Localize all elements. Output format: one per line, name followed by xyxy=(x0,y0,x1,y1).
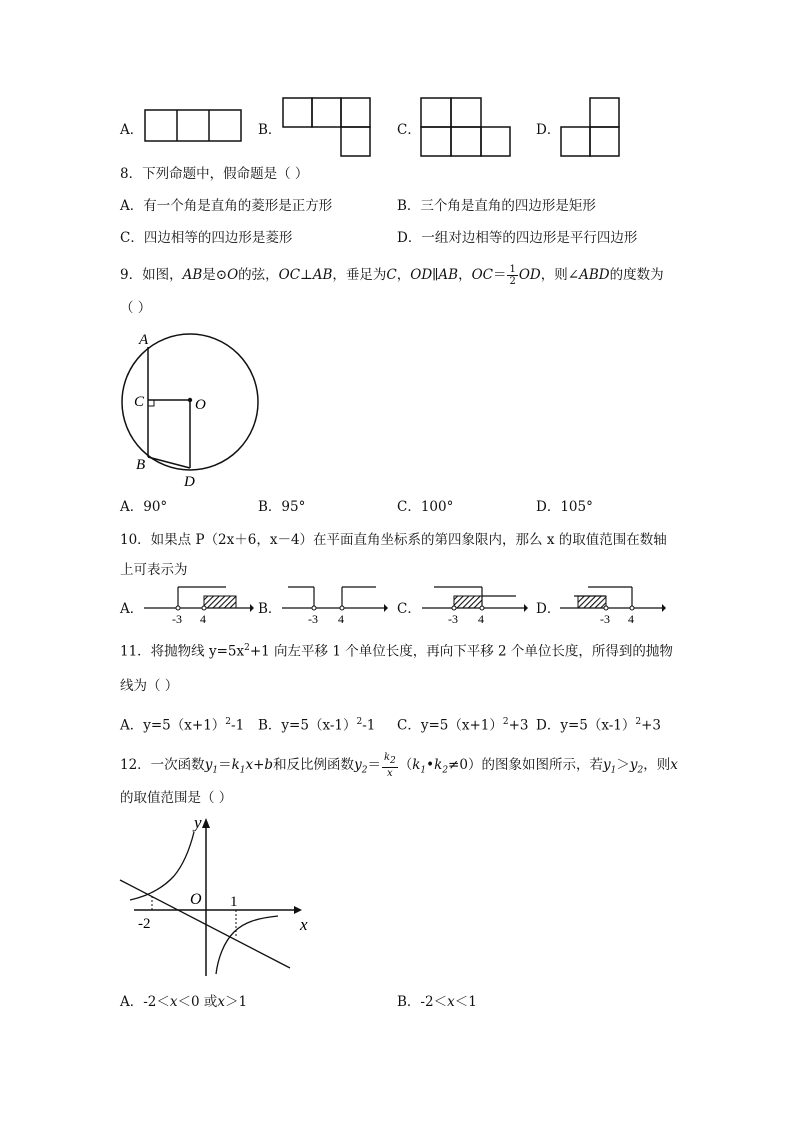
q12-label-1: 1 xyxy=(230,894,238,910)
q12-b-pre: B．-2＜ xyxy=(397,994,448,1010)
q10-numberline-d xyxy=(558,582,670,626)
q9-t4: ， xyxy=(396,267,411,283)
q8-stem: 8．下列命题中，假命题是（ ） xyxy=(120,166,309,182)
q11-c-end: +3 xyxy=(508,717,529,734)
q9-o: O xyxy=(227,267,239,283)
q9-option-d: D．105° xyxy=(536,499,593,515)
q12-frac-num xyxy=(382,752,398,768)
q11-b-end: -1 xyxy=(362,717,376,734)
q10-option-c-label: C． xyxy=(397,601,421,617)
q8-option-a: A．有一个角是直角的菱形是正方形 xyxy=(120,198,333,214)
q10-a-hatch xyxy=(204,596,236,608)
q7-d-sq1 xyxy=(590,98,619,127)
q12-eq2: ＝ xyxy=(367,757,381,773)
q9-oc: OC xyxy=(471,267,493,283)
q7-c-sq4 xyxy=(451,127,481,156)
q12-kk: k xyxy=(412,757,421,773)
q12-label-neg2: -2 xyxy=(138,916,151,932)
q12-xb: x+b xyxy=(245,757,274,773)
q10-c-tick-4: 4 xyxy=(478,612,484,626)
q9-label-d: D xyxy=(184,474,195,490)
q8-option-d: D．一组对边相等的四边形是平行四边形 xyxy=(397,230,638,246)
q12-fraction xyxy=(382,752,398,779)
q9-right-angle-mark xyxy=(148,400,154,406)
q10-stem-line2: 上可表示为 xyxy=(120,562,188,578)
q10-c-arrow xyxy=(524,604,528,612)
q7-figure-c xyxy=(420,97,512,158)
q10-numberline-b xyxy=(280,582,392,626)
q12-y2b: y xyxy=(629,757,638,773)
q11-stem xyxy=(120,638,673,662)
q12-paren-open: （ xyxy=(398,757,413,773)
q11-b-text: B．y=5（x-1） xyxy=(258,717,357,734)
q12-a-x1: x xyxy=(169,994,178,1010)
q12-a-mid: ＜0 或 xyxy=(177,994,218,1010)
q12-label-y: y xyxy=(194,813,202,832)
q9-label-a: A xyxy=(139,332,149,348)
q10-option-b-label: B． xyxy=(258,601,282,617)
q8-option-c: C．四边相等的四边形是菱形 xyxy=(120,230,293,246)
q12-stem-prefix: 12．一次函数 xyxy=(120,757,205,773)
q10-option-a-label: A． xyxy=(120,601,144,617)
q12-dot: • xyxy=(426,757,435,773)
q9-abd: ABD xyxy=(579,267,610,283)
q9-stem xyxy=(120,264,664,287)
q12-kk-sub1: 1 xyxy=(420,765,427,776)
q12-option-a xyxy=(120,992,247,1012)
q10-numberline-a xyxy=(142,582,254,626)
q10-d-arrow xyxy=(662,604,666,612)
q9-label-b: B xyxy=(136,457,146,473)
q9-ab: AB xyxy=(182,267,203,283)
q10-c-tick-neg3: -3 xyxy=(448,612,458,626)
q9-t5: ， xyxy=(458,267,472,283)
q7-figure-d xyxy=(560,97,622,158)
q11-stem-b: +1 向左平移 1 个单位长度，再向下平移 2 个单位长度，所得到的抛物 xyxy=(249,643,673,660)
q9-od-ab: OD∥AB xyxy=(410,267,459,283)
q11-d-end: +3 xyxy=(641,717,662,734)
q12-label-o: O xyxy=(190,891,202,908)
q9-option-a: A．90° xyxy=(120,499,168,515)
q9-paren: （ ） xyxy=(120,300,152,316)
q7-option-b-label: B． xyxy=(258,122,282,138)
q11-c-sup: 2 xyxy=(502,717,509,727)
q7-option-d-label: D． xyxy=(536,122,561,138)
q11-stem-sup: 2 xyxy=(244,643,250,653)
q7-figure-a xyxy=(144,109,244,143)
q9-t7: ，则∠ xyxy=(540,267,580,283)
q12-then: ，则 xyxy=(643,757,671,773)
q10-numberline-c xyxy=(420,582,532,626)
q11-d-sup: 2 xyxy=(635,717,642,727)
q7-b-sq2 xyxy=(312,98,341,127)
q9-circle-figure xyxy=(118,326,268,490)
q11-a-end: -1 xyxy=(231,717,245,734)
q7-a-outline xyxy=(145,110,241,141)
q9-c: C xyxy=(386,267,397,283)
q10-a-arrow xyxy=(250,604,254,612)
q9-label-o: O xyxy=(195,397,206,413)
q7-option-a-label: A． xyxy=(120,122,144,138)
q11-d-text: D．y=5（x-1） xyxy=(536,717,636,734)
q12-a-pre: A．-2＜ xyxy=(120,994,170,1010)
q9-t3: ，垂足为 xyxy=(332,267,387,283)
q10-b-tick-neg3: -3 xyxy=(308,612,318,626)
q12-y2b-sub: 2 xyxy=(637,765,644,776)
q12-graph-figure xyxy=(118,810,318,980)
q12-kk2: k xyxy=(434,757,443,773)
q12-y1b: y xyxy=(602,757,611,773)
q7-option-c-label: C． xyxy=(397,122,421,138)
q12-frac-den: x xyxy=(387,768,393,779)
q10-d-tick-neg3: -3 xyxy=(600,612,610,626)
q10-a-tick-neg3: -3 xyxy=(172,612,182,626)
q7-b-sq3 xyxy=(341,98,370,127)
q11-option-d xyxy=(536,712,661,736)
q11-b-sup: 2 xyxy=(356,717,363,727)
q7-c-sq1 xyxy=(421,98,451,127)
q9-oc-ab: OC⊥AB xyxy=(278,267,333,283)
q10-c-hatch xyxy=(454,596,482,608)
q12-x: x xyxy=(670,757,678,773)
q9-option-b: B．95° xyxy=(258,499,306,515)
q10-b-tick-4: 4 xyxy=(338,612,344,626)
q12-y2: y xyxy=(354,757,362,773)
q12-k1: k xyxy=(231,757,240,773)
q9-stem-prefix: 9．如图， xyxy=(120,267,183,283)
q7-c-sq2 xyxy=(451,98,481,127)
q12-stem-line2: 的取值范围是（ ） xyxy=(120,790,233,806)
q12-frac-k: k xyxy=(383,752,390,763)
q9-t6: ＝ xyxy=(492,267,507,283)
q7-c-sq3 xyxy=(421,127,451,156)
q11-option-a xyxy=(120,712,244,736)
q10-d-hatch xyxy=(578,596,606,608)
q9-label-c: C xyxy=(134,394,145,410)
q9-frac-num: 1 xyxy=(509,264,516,275)
q12-frac-k-sub: 2 xyxy=(390,756,396,766)
q7-b-sq1 xyxy=(283,98,312,127)
q12-mid: 和反比例函数 xyxy=(273,757,355,773)
q12-y1b-sub: 1 xyxy=(610,765,617,776)
q10-stem: 10．如果点 P（2x＋6，x－4）在平面直角坐标系的第四象限内，那么 x 的取值范围在数轴 xyxy=(120,532,667,548)
q11-option-b xyxy=(258,712,375,736)
q10-b-arrow xyxy=(384,604,388,612)
q12-eq1: ＝ xyxy=(218,757,232,773)
q10-option-d-label: D． xyxy=(536,601,561,617)
q9-od: OD xyxy=(518,267,541,283)
q12-neq: ≠0）的图象如图所示，若 xyxy=(448,757,603,773)
q10-d-tick-4: 4 xyxy=(628,612,634,626)
q12-gt: ＞ xyxy=(616,757,630,773)
q11-c-text: C．y=5（x+1） xyxy=(397,717,503,734)
q12-x-arrow xyxy=(294,906,302,914)
q12-y2-sub: 2 xyxy=(361,765,368,776)
q12-option-b xyxy=(397,992,477,1012)
q12-kk2-sub: 2 xyxy=(442,765,449,776)
q12-a-end: ＞1 xyxy=(225,994,248,1010)
q10-a-tick-4: 4 xyxy=(200,612,206,626)
q9-t2: 的弦， xyxy=(238,267,279,283)
q9-t8: 的度数为 xyxy=(609,267,664,283)
q7-c-sq5 xyxy=(481,127,510,156)
q11-stem-a: 11．将抛物线 y=5x xyxy=(120,643,245,660)
q12-y1-sub: 1 xyxy=(212,765,219,776)
q7-d-sq3 xyxy=(590,127,619,156)
q12-y1: y xyxy=(204,757,213,773)
q11-stem-line2: 线为（ ） xyxy=(120,678,179,694)
q9-frac-den: 2 xyxy=(509,276,516,287)
q12-b-x: x xyxy=(447,994,455,1010)
q7-b-sq4 xyxy=(341,127,370,156)
q12-stem xyxy=(120,752,678,781)
q9-center-dot xyxy=(188,398,192,402)
q9-fraction xyxy=(507,264,517,287)
q9-option-c: C．100° xyxy=(397,499,454,515)
q12-b-end: ＜1 xyxy=(454,994,477,1010)
q12-label-x: x xyxy=(300,915,308,934)
q11-option-c xyxy=(397,712,529,736)
q12-y-arrow xyxy=(202,818,210,828)
q11-a-text: A．y=5（x+1） xyxy=(120,717,226,734)
q12-hyperbola-branch-4 xyxy=(216,916,278,974)
q9-t1: 是⊙ xyxy=(202,267,228,283)
q7-d-sq2 xyxy=(561,127,590,156)
q11-a-sup: 2 xyxy=(225,717,232,727)
q12-a-x2: x xyxy=(217,994,226,1010)
q12-k1-sub: 1 xyxy=(239,765,246,776)
q8-option-b: B．三个角是直角的四边形是矩形 xyxy=(397,198,596,214)
q7-figure-b xyxy=(282,97,372,158)
